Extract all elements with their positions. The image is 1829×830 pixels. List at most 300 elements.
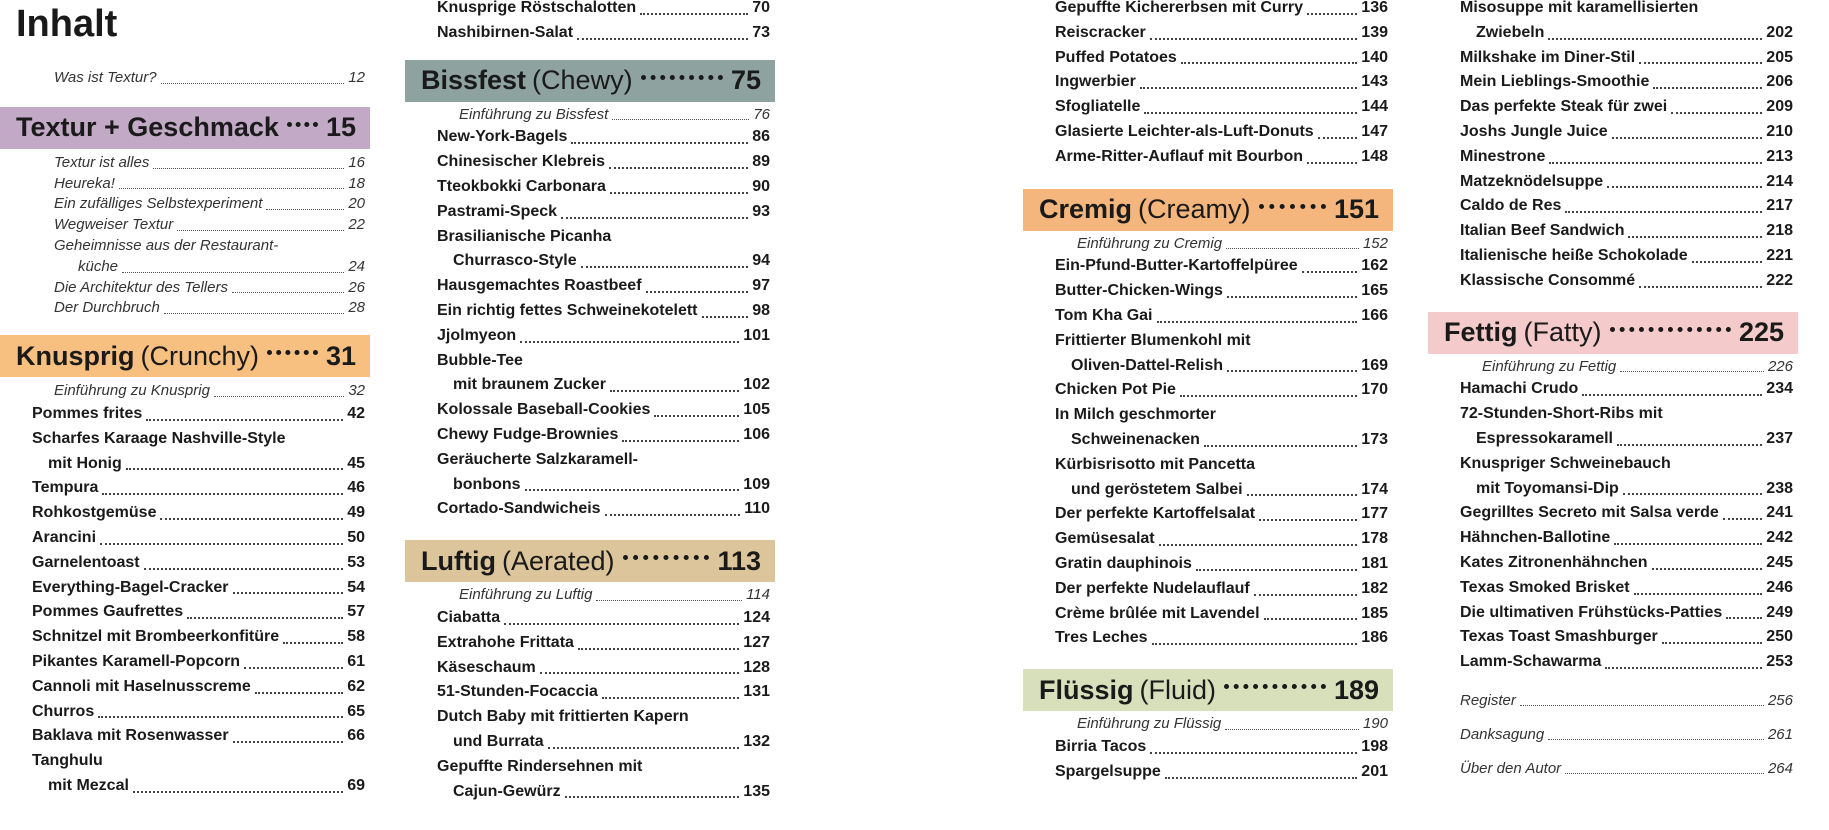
leader-dots [1548,739,1764,740]
page-number: 42 [347,404,365,422]
toc-column-3 [1023,0,1423,785]
toc-entry[interactable] [1055,354,1388,379]
leader-dots [100,543,343,545]
section-subtitle: (Fatty) [1523,317,1602,348]
toc-entry[interactable] [1055,304,1388,329]
toc-entry-title: Brasilianische Picanha [437,227,612,245]
leader-dots [622,440,739,442]
leader-dots [153,168,344,169]
toc-entry-title: Einführung zu Fettig [1482,357,1617,375]
leader-dots [1662,642,1763,644]
toc-entry[interactable] [32,452,365,477]
toc-entry[interactable] [1460,501,1793,526]
toc-entry-title: Das perfekte Steak für zwei [1460,98,1668,116]
toc-entry[interactable] [1460,759,1793,779]
toc-entry[interactable] [437,150,770,175]
leader-dots [144,568,344,570]
section-page-number: 75 [730,65,761,96]
fluessig-intro [1023,714,1388,735]
toc-entry-title: Scharfes Karaage Nashville-Style [32,429,286,447]
toc-entry-title: Register [1460,691,1516,709]
page-number: 61 [347,652,365,670]
toc-entry[interactable] [1055,279,1388,304]
leader-dots [266,209,344,210]
page-number: 131 [743,683,770,701]
leader-dots [1157,321,1358,323]
bissfest-intro [405,105,770,126]
leader-dots [1671,112,1762,114]
toc-entry[interactable] [437,606,770,631]
leader-dots [1582,394,1762,396]
toc-entry-title: Tempura [32,479,99,497]
leader-dots [187,617,343,619]
leader-dots [1565,211,1762,213]
toc-entry[interactable] [1055,577,1388,602]
toc-entry-title: Gepuffte Rindersehnen mit [437,757,643,775]
toc-entry-continuation: mit Mezcal [48,776,129,794]
toc-entry[interactable] [1055,760,1388,785]
page-number: 45 [347,454,365,472]
page-number: 261 [1767,725,1793,743]
toc-entry[interactable] [1460,427,1793,452]
toc-entry[interactable] [54,298,365,319]
leader-dots [283,642,343,644]
toc-entry[interactable] [1460,551,1793,576]
leader-dots [1548,38,1762,40]
toc-entry-title: Caldo de Res [1460,197,1562,215]
leader-dots [1196,569,1357,571]
toc-entry[interactable] [54,257,365,278]
section-name: Bissfest [421,65,527,96]
toc-entry-title: Gegrilltes Secreto mit Salsa verde [1460,504,1719,522]
page-number: 76 [753,105,770,123]
toc-entry[interactable] [437,423,770,448]
toc-entry[interactable] [1055,428,1388,453]
toc-entry[interactable] [1460,21,1793,46]
page-number: 226 [1767,357,1793,375]
toc-entry[interactable] [1055,120,1388,145]
section-subtitle: (Crunchy) [140,340,260,371]
toc-entry[interactable] [1055,21,1388,46]
toc-entry[interactable] [54,174,365,195]
leader-dots [1159,544,1358,546]
toc-entry[interactable] [437,324,770,349]
toc-entry[interactable] [437,631,770,656]
toc-entry[interactable] [1055,602,1388,627]
toc-entry-title: Arme-Ritter-Auflauf mit Bourbon [1055,147,1303,165]
toc-entry-title: Minestrone [1460,147,1546,165]
toc-entry-title: Puffed Potatoes [1055,48,1177,66]
toc-entry-title: In Milch geschmorter [1055,406,1216,424]
toc-entry-title: Matzeknödelsuppe [1460,172,1604,190]
toc-entry[interactable] [32,650,365,675]
toc-entry-title: Ein-Pfund-Butter-Kartoffelpüree [1055,257,1298,275]
toc-entry[interactable] [1460,691,1793,711]
toc-entry[interactable] [54,194,365,215]
page-number: 253 [1766,653,1793,671]
toc-entry[interactable] [1055,254,1388,279]
section-page-number: 151 [1333,194,1379,225]
page-number: 245 [1766,553,1793,571]
toc-entry[interactable] [54,215,365,236]
toc-entry-title: Knuspriger Schweinebauch [1460,454,1671,472]
page-number: 86 [752,128,770,146]
section-name: Knusprig [16,340,135,371]
leader-dots [164,313,344,314]
toc-entry-title: 72-Stunden-Short-Ribs mit [1460,405,1663,423]
toc-entry-title: Nashibirnen-Salat [437,23,574,41]
toc-entry-title: Hausgemachtes Roastbeef [437,277,642,295]
page-number: 234 [1766,380,1793,398]
fettig-list [1428,377,1793,675]
toc-entry[interactable] [437,656,770,681]
page-number: 201 [1361,762,1388,780]
leader-dots [1692,261,1763,263]
toc-entry-title: Cortado-Sandwicheis [437,500,601,518]
page-number: 110 [744,500,770,518]
leader-dots [1180,395,1357,397]
toc-entry-title: Lamm-Schawarma [1460,653,1602,671]
toc-entry-title: 51-Stunden-Focaccia [437,683,598,701]
toc-entry[interactable] [1055,626,1388,651]
toc-entry[interactable] [1460,46,1793,71]
page-number: 190 [1362,715,1388,733]
toc-entry-title: Ingwerbier [1055,73,1136,91]
page-number: 221 [1766,246,1793,264]
page-number: 50 [347,528,365,546]
section-header-bissfest[interactable] [405,60,775,102]
toc-entry[interactable] [437,398,770,423]
leader-dots [1723,518,1763,520]
leader-dots [577,38,748,40]
page-number: 65 [347,702,365,720]
toc-entry-title: Cannoli mit Haselnusscreme [32,677,251,695]
page-number: 106 [743,425,770,443]
toc-entry-title: Milkshake im Diner-Stil [1460,48,1636,66]
leader-dots [1181,62,1358,64]
toc-entry[interactable] [32,551,365,576]
toc-entry[interactable] [54,153,365,174]
toc-entry-title: Ciabatta [437,608,501,626]
toc-entry[interactable] [32,675,365,700]
page-number: 135 [743,782,770,800]
page-number: 152 [1362,234,1388,252]
toc-entry[interactable] [32,576,365,601]
toc-entry-title: Tom Kha Gai [1055,306,1153,324]
leader-dots [1165,777,1357,779]
page-number: 182 [1361,579,1388,597]
toc-entry[interactable] [437,175,770,200]
toc-entry[interactable] [1460,625,1793,650]
toc-entry[interactable] [437,200,770,225]
toc-entry-title: Ein richtig fettes Schweinekotelett [437,301,698,319]
leader-dots [609,167,748,169]
intro-list [0,68,365,89]
toc-entry[interactable] [1077,234,1388,255]
toc-entry-continuation: Zwiebeln [1476,23,1545,41]
toc-entry[interactable] [1055,46,1388,71]
toc-entry[interactable] [1460,576,1793,601]
toc-entry[interactable] [1460,170,1793,195]
leader-dots [161,83,345,84]
page-number: 147 [1361,122,1388,140]
toc-entry[interactable] [54,68,365,89]
toc-entry[interactable] [1055,478,1388,503]
page-number: 58 [347,628,365,646]
leader-dots [1144,112,1357,114]
page-number: 69 [347,776,365,794]
page-number: 246 [1766,578,1793,596]
leader-dots [596,600,742,601]
leader-dots [640,13,748,15]
leader-dots [232,292,344,293]
toc-entry-title: Kürbisrisotto mit Pancetta [1055,455,1256,473]
section-header-knusprig[interactable] [0,335,370,377]
section-header-textur[interactable] [0,107,370,149]
toc-entry[interactable] [1055,0,1388,21]
section-subtitle: (Creamy) [1138,194,1251,225]
toc-entry[interactable] [437,21,770,46]
toc-entry[interactable] [32,724,365,749]
page-number: 181 [1361,554,1388,572]
toc-entry-title: Tteokbokki Carbonara [437,177,606,195]
toc-entry[interactable] [1055,735,1388,760]
toc-entry-title: Pommes frites [32,404,143,422]
toc-entry-title: Chewy Fudge-Brownies [437,425,619,443]
textur-list [0,153,365,319]
leader-dots [1227,296,1357,298]
toc-entry-title: Hähnchen-Ballotine [1460,529,1611,547]
page-number: 132 [743,732,770,750]
toc-entry-title: Pommes Gaufrettes [32,603,184,621]
page-number: 241 [1766,504,1793,522]
leader-dots [1140,87,1357,89]
toc-entry[interactable] [1460,120,1793,145]
toc-entry-title: Die Architektur des Tellers [54,278,228,296]
toc-entry-title: Die ultimativen Frühstücks-Patties [1460,603,1723,621]
toc-entry-continuation: und Burrata [453,732,544,750]
toc-entry[interactable] [32,625,365,650]
toc-entry[interactable] [1055,552,1388,577]
toc-entry-title: Hamachi Crudo [1460,380,1579,398]
page-number: 20 [348,195,365,213]
toc-entry-continuation: Cajun-Gewürz [453,782,561,800]
toc-column-2 [405,0,805,804]
fettig-intro [1428,357,1793,378]
toc-entry-title: New-York-Bagels [437,128,568,146]
toc-entry[interactable] [54,381,365,402]
toc-entry-title: Klassische Consommé [1460,271,1636,289]
toc-entry[interactable] [32,526,365,551]
section-subtitle: (Chewy) [532,65,633,96]
leader-dots [1620,371,1764,372]
section-header-fettig[interactable] [1428,312,1798,354]
leader-dots [1259,204,1326,209]
page-number: 124 [743,608,770,626]
leader-dots [98,716,343,718]
page-number: 144 [1361,98,1388,116]
leader-dots [525,489,740,491]
page-number: 214 [1766,172,1793,190]
toc-entry-title: Der perfekte Nudelauflauf [1055,579,1250,597]
leader-dots [1318,137,1358,139]
toc-entry[interactable] [1055,527,1388,552]
toc-entry[interactable] [437,680,770,705]
toc-entry-title: Der perfekte Kartoffelsalat [1055,505,1256,523]
leader-dots [1225,729,1359,730]
section-page-number: 15 [325,112,356,143]
page-number: 24 [348,257,365,275]
toc-entry[interactable] [437,125,770,150]
page-number: 238 [1766,479,1793,497]
page-number: 218 [1766,222,1793,240]
toc-entry-title: Extrahohe Frittata [437,633,574,651]
toc-entry-title: Arancini [32,528,97,546]
toc-entry[interactable] [1055,95,1388,120]
toc-column-4 [1428,0,1828,779]
toc-entry[interactable] [1460,377,1793,402]
toc-entry[interactable] [32,600,365,625]
toc-entry[interactable] [1460,70,1793,95]
toc-entry[interactable] [1055,378,1388,403]
toc-entry[interactable] [1460,244,1793,269]
toc-entry[interactable] [1460,650,1793,675]
toc-entry-title: Italian Beef Sandwich [1460,222,1625,240]
section-header-cremig[interactable] [1023,189,1393,231]
page-number: 198 [1361,737,1388,755]
toc-entry[interactable] [437,0,770,21]
leader-dots [1307,13,1357,15]
section-name: Fettig [1444,317,1518,348]
page-number: 22 [348,216,365,234]
section-name: Luftig [421,545,496,576]
section-page-number: 189 [1333,674,1379,705]
toc-entry[interactable] [32,402,365,427]
toc-entry[interactable] [437,249,770,274]
leader-dots [1617,444,1762,446]
leader-dots [1610,327,1731,332]
leader-dots [1628,236,1762,238]
toc-entry-continuation: mit Toyomansi-Dip [1476,479,1619,497]
page-number: 237 [1766,429,1793,447]
page-number: 57 [347,603,365,621]
toc-entry[interactable] [1460,219,1793,244]
toc-entry[interactable] [437,274,770,299]
page-number: 174 [1361,480,1388,498]
toc-entry[interactable] [32,501,365,526]
toc-entry[interactable] [459,585,770,606]
page-number: 202 [1766,23,1793,41]
toc-entry[interactable] [1482,357,1793,378]
toc-entry[interactable] [437,730,770,755]
toc-entry[interactable] [1460,725,1793,745]
luftig-list [405,606,770,804]
toc-entry[interactable] [437,373,770,398]
toc-entry-title: Kates Zitronenhähnchen [1460,553,1648,571]
section-header-luftig[interactable] [405,540,775,582]
toc-entry-title: Texas Toast Smashburger [1460,628,1658,646]
toc-entry-title: Tres Leches [1055,629,1148,647]
leader-dots [1254,594,1358,596]
section-page-number: 31 [325,340,356,371]
toc-entry-title: Käseschaum [437,658,536,676]
toc-entry[interactable] [1055,145,1388,170]
section-header-fluessig[interactable] [1023,669,1393,711]
toc-entry[interactable] [437,299,770,324]
toc-entry[interactable] [437,497,770,522]
knusprig-intro [0,381,365,402]
leader-dots [548,747,740,749]
toc-entry[interactable] [1460,95,1793,120]
toc-entry-continuation: Churrasco-Style [453,252,577,270]
toc-entry-title: Kolossale Baseball-Cookies [437,401,651,419]
toc-entry-title: Reiscracker [1055,23,1146,41]
toc-entry-title: Der Durchbruch [54,299,160,317]
page-number: 250 [1766,628,1793,646]
leader-dots [561,217,748,219]
luftig-more-list [1023,0,1388,170]
leader-dots [126,468,343,470]
leader-dots [1264,618,1358,620]
page-number: 109 [743,475,770,493]
page-number: 165 [1361,282,1388,300]
toc-entry[interactable] [1460,601,1793,626]
page-number: 94 [752,252,770,270]
leader-dots [623,555,710,560]
page-number: 46 [347,479,365,497]
page-number: 54 [347,578,365,596]
toc-entry[interactable] [32,476,365,501]
toc-entry-title: Butter-Chicken-Wings [1055,282,1223,300]
page-number: 73 [752,23,770,41]
toc-entry[interactable] [1460,145,1793,170]
leader-dots [571,142,748,144]
toc-entry[interactable] [437,473,770,498]
toc-entry[interactable] [1460,269,1793,294]
toc-entry[interactable] [1460,477,1793,502]
toc-entry[interactable] [54,278,365,299]
leader-dots [1520,705,1764,706]
toc-entry[interactable] [32,700,365,725]
toc-entry[interactable] [1055,502,1388,527]
toc-entry[interactable] [1460,526,1793,551]
leader-dots [1634,593,1763,595]
page-number: 97 [752,277,770,295]
leader-dots [122,272,344,273]
leader-dots [602,697,739,699]
toc-entry-title: Textur ist alles [54,153,150,171]
toc-entry[interactable] [437,780,770,805]
toc-entry[interactable] [1077,714,1388,735]
toc-entry[interactable] [32,774,365,799]
toc-entry[interactable] [459,105,770,126]
leader-dots [1224,684,1326,689]
fluessig-list [1023,735,1388,785]
toc-entry[interactable] [1460,194,1793,219]
page-number: 89 [752,153,770,171]
leader-dots [612,119,749,120]
toc-entry[interactable] [1055,70,1388,95]
leader-dots [1227,370,1357,372]
toc-entry-title: Einführung zu Knusprig [54,382,210,400]
toc-entry-continuation: küche [78,257,119,275]
leader-dots [255,692,343,694]
page-number: 101 [743,326,770,344]
leader-dots [267,350,318,355]
leader-dots [1639,62,1762,64]
page-number: 28 [348,299,365,317]
leader-dots [1565,773,1764,774]
